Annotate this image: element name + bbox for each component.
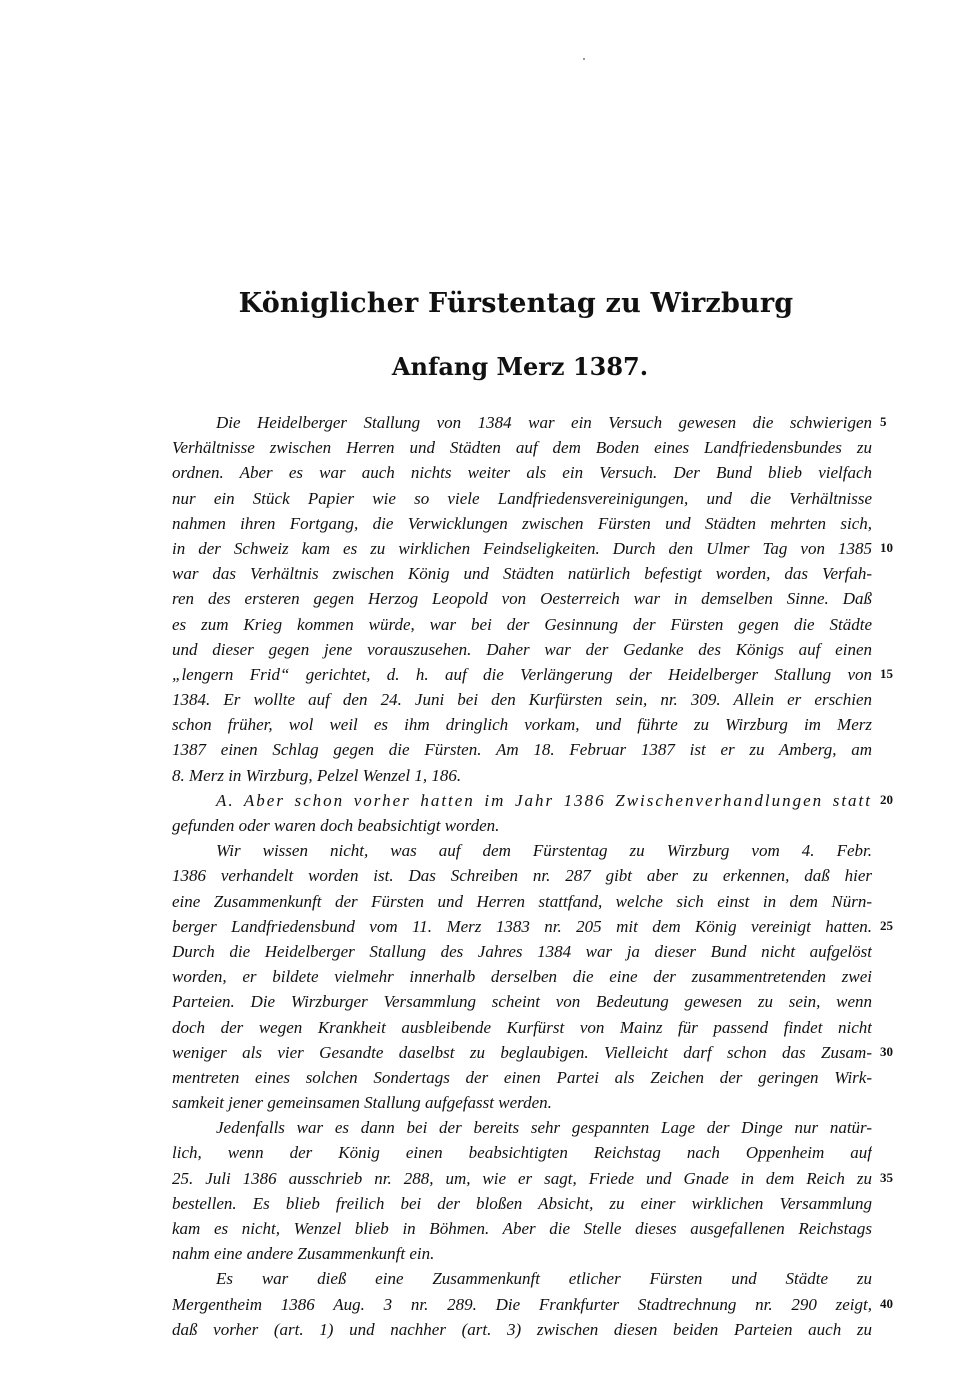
text-line: Verhältnisse zwischen Herren und Städten auf dem Boden eines Landfriedensbundes zu	[172, 438, 872, 458]
text-line: bestellen. Es blieb freilich bei der bloßen Absicht, zu einer wirklichen Versammlung	[172, 1193, 872, 1213]
text-line: A. Aber schon vorher hatten im Jahr 1386 Zwischenverhandlungen statt	[216, 790, 872, 810]
text-line: „lengern Frid“ gerichtet, d. h. auf die Verlängerung der Heidelberger Stallung von	[172, 664, 872, 684]
text-line: in der Schweiz kam es zu wirklichen Feindseligkeiten. Durch den Ulmer Tag von 1385	[172, 538, 872, 558]
text-line: Mergentheim 1386 Aug. 3 nr. 289. Die Frankfurter Stadtrechnung nr. 290 zeigt,	[172, 1294, 872, 1314]
text-line: schon früher, wol weil es ihm dringlich vorkam, und führte zu Wirzburg im Merz	[172, 715, 872, 735]
text-line: 1387 einen Schlag gegen die Fürsten. Am 18. Februar 1387 ist er zu Amberg, am	[172, 740, 872, 760]
text-line: berger Landfriedensbund vom 11. Merz 1383 nr. 205 mit dem König vereinigt hatten.	[172, 916, 872, 936]
text-line: kam es nicht, Wenzel blieb in Böhmen. Aber die Stelle dieses ausgefallenen Reichstags	[172, 1219, 872, 1238]
text-line: war das Verhältnis zwischen König und Städten natürlich befestigt worden, das Verfah-	[172, 564, 872, 584]
text-line: ren des ersteren gegen Herzog Leopold von Oesterreich war in demselben Sinne. Daß	[172, 589, 872, 609]
text-line: nur ein Stück Papier wie so viele Landfriedensvereinigungen, und die Verhältnisse	[172, 488, 872, 508]
text-line: nahmen ihren Fortgang, die Verwicklungen zwischen Fürsten und Städten mehrten sich,	[172, 513, 872, 533]
text-line: Parteien. Die Wirzburger Versammlung scheint von Bedeutung gewesen zu sein, wenn	[172, 992, 872, 1012]
text-line: Es war dieß eine Zusammenkunft etlicher Fürsten und Städte zu	[216, 1269, 872, 1289]
line-number: 20	[880, 792, 893, 807]
text-line: mentreten eines solchen Sondertags der einen Partei als Zeichen der geringen Wirk-	[172, 1067, 872, 1087]
text-line: es zum Krieg kommen würde, war bei der Gesinnung der Fürsten gegen die Städte	[172, 614, 872, 634]
text-line: Jedenfalls war es dann bei der bereits sehr gespannten Lage der Dinge nur natür-	[216, 1118, 872, 1138]
text-line: Durch die Heidelberger Stallung des Jahres 1384 war ja dieser Bund nicht aufgelöst	[172, 941, 872, 961]
text-line: lich, wenn der König einen beabsichtigten Reichstag nach Oppenheim auf	[172, 1143, 872, 1163]
text-line: 25. Juli 1386 ausschrieb nr. 288, um, wie er sagt, Friede und Gnade in dem Reich zu	[172, 1168, 872, 1188]
page-title: Königlicher Fürstentag zu Wirzburg	[238, 288, 794, 319]
text-line: doch der wegen Krankheit ausbleibende Kurfürst von Mainz für passend findet nicht	[172, 1017, 872, 1037]
text-line: Die Heidelberger Stallung von 1384 war ein Versuch gewesen die schwierigen	[216, 413, 872, 432]
text-line: 1384. Er wollte auf den 24. Juni bei den Kurfürsten sein, nr. 309. Allein er erschien	[172, 690, 872, 710]
line-number: 10	[880, 540, 893, 555]
line-number: 30	[880, 1044, 893, 1059]
text-line: gefunden oder waren doch beabsichtigt worden.	[172, 816, 500, 835]
line-number: 40	[880, 1296, 893, 1311]
text-line: samkeit jener gemeinsamen Stallung aufgefasst werden.	[172, 1093, 552, 1113]
page-subtitle: Anfang Merz 1387.	[391, 352, 649, 381]
line-number: 25	[880, 918, 893, 933]
line-number: 5	[880, 414, 887, 429]
text-line: nahm eine andere Zusammenkunft ein.	[172, 1244, 435, 1264]
line-number: 15	[880, 666, 893, 681]
text-line: weniger als vier Gesandte daselbst zu beglaubigen. Vielleicht darf schon das Zusam-	[172, 1042, 872, 1062]
text-line: daß vorher (art. 1) und nachher (art. 3) zwischen diesen beiden Parteien auch zu	[172, 1319, 872, 1339]
paper-speck	[583, 58, 585, 60]
line-number: 35	[880, 1170, 893, 1185]
text-line: 8. Merz in Wirzburg, Pelzel Wenzel 1, 186.	[172, 765, 462, 785]
body-text	[172, 410, 872, 1342]
text-line: worden, er bildete vielmehr innerhalb derselben die eine der zusammentretenden zwei	[172, 967, 872, 987]
text-line: Wir wissen nicht, was auf dem Fürstentag zu Wirzburg vom 4. Febr.	[216, 841, 872, 861]
text-line: 1386 verhandelt worden ist. Das Schreiben nr. 287 gibt aber zu erkennen, daß hier	[172, 866, 872, 886]
text-line: eine Zusammenkunft der Fürsten und Herren stattfand, welche sich einst in dem Nürn-	[172, 891, 872, 911]
text-line: und dieser gegen jene vorauszusehen. Daher war der Gedanke des Königs auf einen	[172, 639, 872, 659]
text-line: ordnen. Aber es war auch nichts weiter als ein Versuch. Der Bund blieb vielfach	[172, 463, 872, 483]
